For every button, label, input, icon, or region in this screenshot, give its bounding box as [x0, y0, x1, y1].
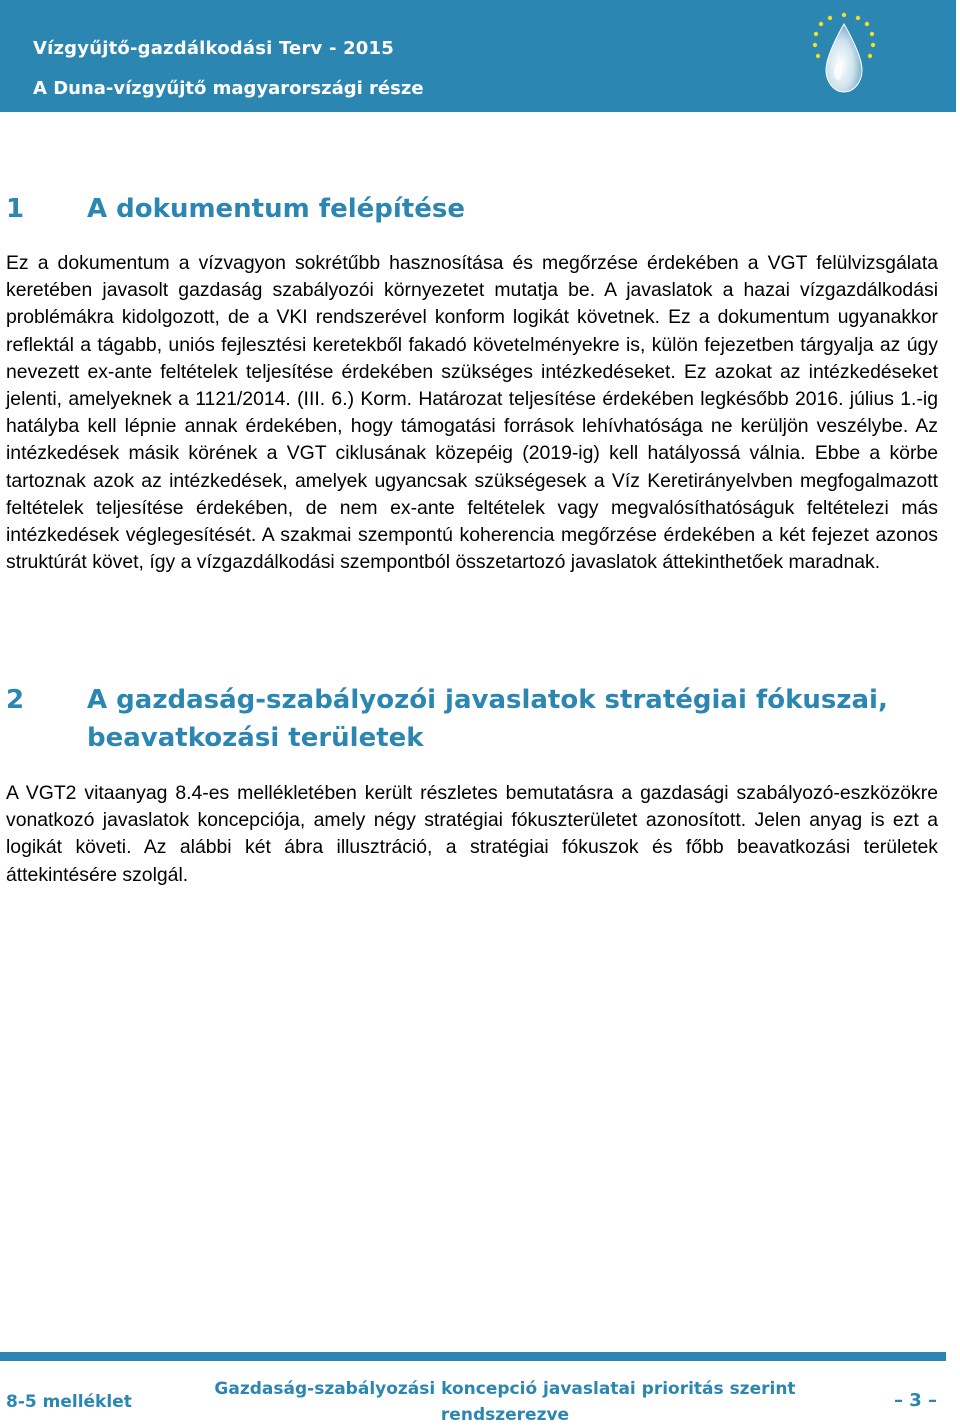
- footer-document-title: Gazdaság-szabályozási koncepció javaslatai prioritás szerint rendszerezve: [214, 1379, 796, 1425]
- section-heading-1: [6, 190, 926, 228]
- section-title: A gazdaság-szabályozói javaslatok stratégiai fókuszai, beavatkozási területek: [87, 685, 888, 753]
- section-number: 2: [6, 685, 25, 715]
- section-heading-2: [6, 681, 926, 757]
- header-subtitle: A Duna-vízgyűjtő magyarországi része: [33, 78, 424, 99]
- footer-divider: [0, 1352, 946, 1361]
- section-2-paragraph: A VGT2 vitaanyag 8.4-es mellékletében került részletes bemutatásra a gazdasági szabályozó-eszközökre vonatkozó javaslatok koncepciója, amely négy stratégiai fókuszterületet azonosított. Jelen anyag is ezt a logikát követi. Az alábbi két ábra illusztráció, a stratégiai fókuszok és főbb beavatkozási területek áttekintésére szolgál.: [6, 782, 938, 886]
- page-number: – 3 –: [894, 1390, 938, 1411]
- section-number: 1: [6, 194, 25, 224]
- eu-water-drop-icon: [810, 10, 878, 100]
- section-title: A dokumentum felépítése: [87, 194, 465, 224]
- footer-annex-label: 8-5 melléklet: [6, 1392, 132, 1412]
- header-title: Vízgyűjtő-gazdálkodási Terv - 2015: [33, 38, 394, 59]
- page-header: [0, 0, 956, 112]
- section-1-paragraph: Ez a dokumentum a vízvagyon sokrétűbb hasznosítása és megőrzése érdekében a VGT felülvizsgálata keretében javasolt gazdaság szabályozói környezetet mutatja be. A javaslatok a hazai vízgazdálkodási problémákra kidolgozott, de a VKI rendszerével konform logikát követnek. Ez a dokumentum ugyanakkor reflektál a tágabb, uniós fejlesztési keretekből fakadó követelményekre is, külön fejezetben tárgyalja az úgy nevezett ex-ante feltételek teljesítése érdekében szükséges intézkedéseket. Ez azokat az intézkedéseket jelenti, amelyeknek a 1121/2014. (III. 6.) Korm. Határozat teljesítése érdekében legkésőbb 2016. július 1.-ig hatályba kell lépnie annak érdekében, hogy támogatási források lehívhatósága ne kerüljön veszélybe. Az intézkedések másik körének a VGT ciklusának közepéig (2019-ig) kell hatályossá válnia. Ebbe a körbe tartoznak azok az intézkedések, amelyek ugyancsak szükségesek a Víz Keretirányelvben megfogalmazott feltételek teljesítése érdekében, de nem ex-ante feltételek vagy megvalósíthatóságuk feltételezi más intézkedések véglegesítését. A szakmai szempontú koherencia megőrzése érdekében a két fejezet azonos struktúrát követ, így a vízgazdálkodási szempontból összetartozó javaslatok áttekinthetőek maradnak.: [6, 252, 938, 574]
